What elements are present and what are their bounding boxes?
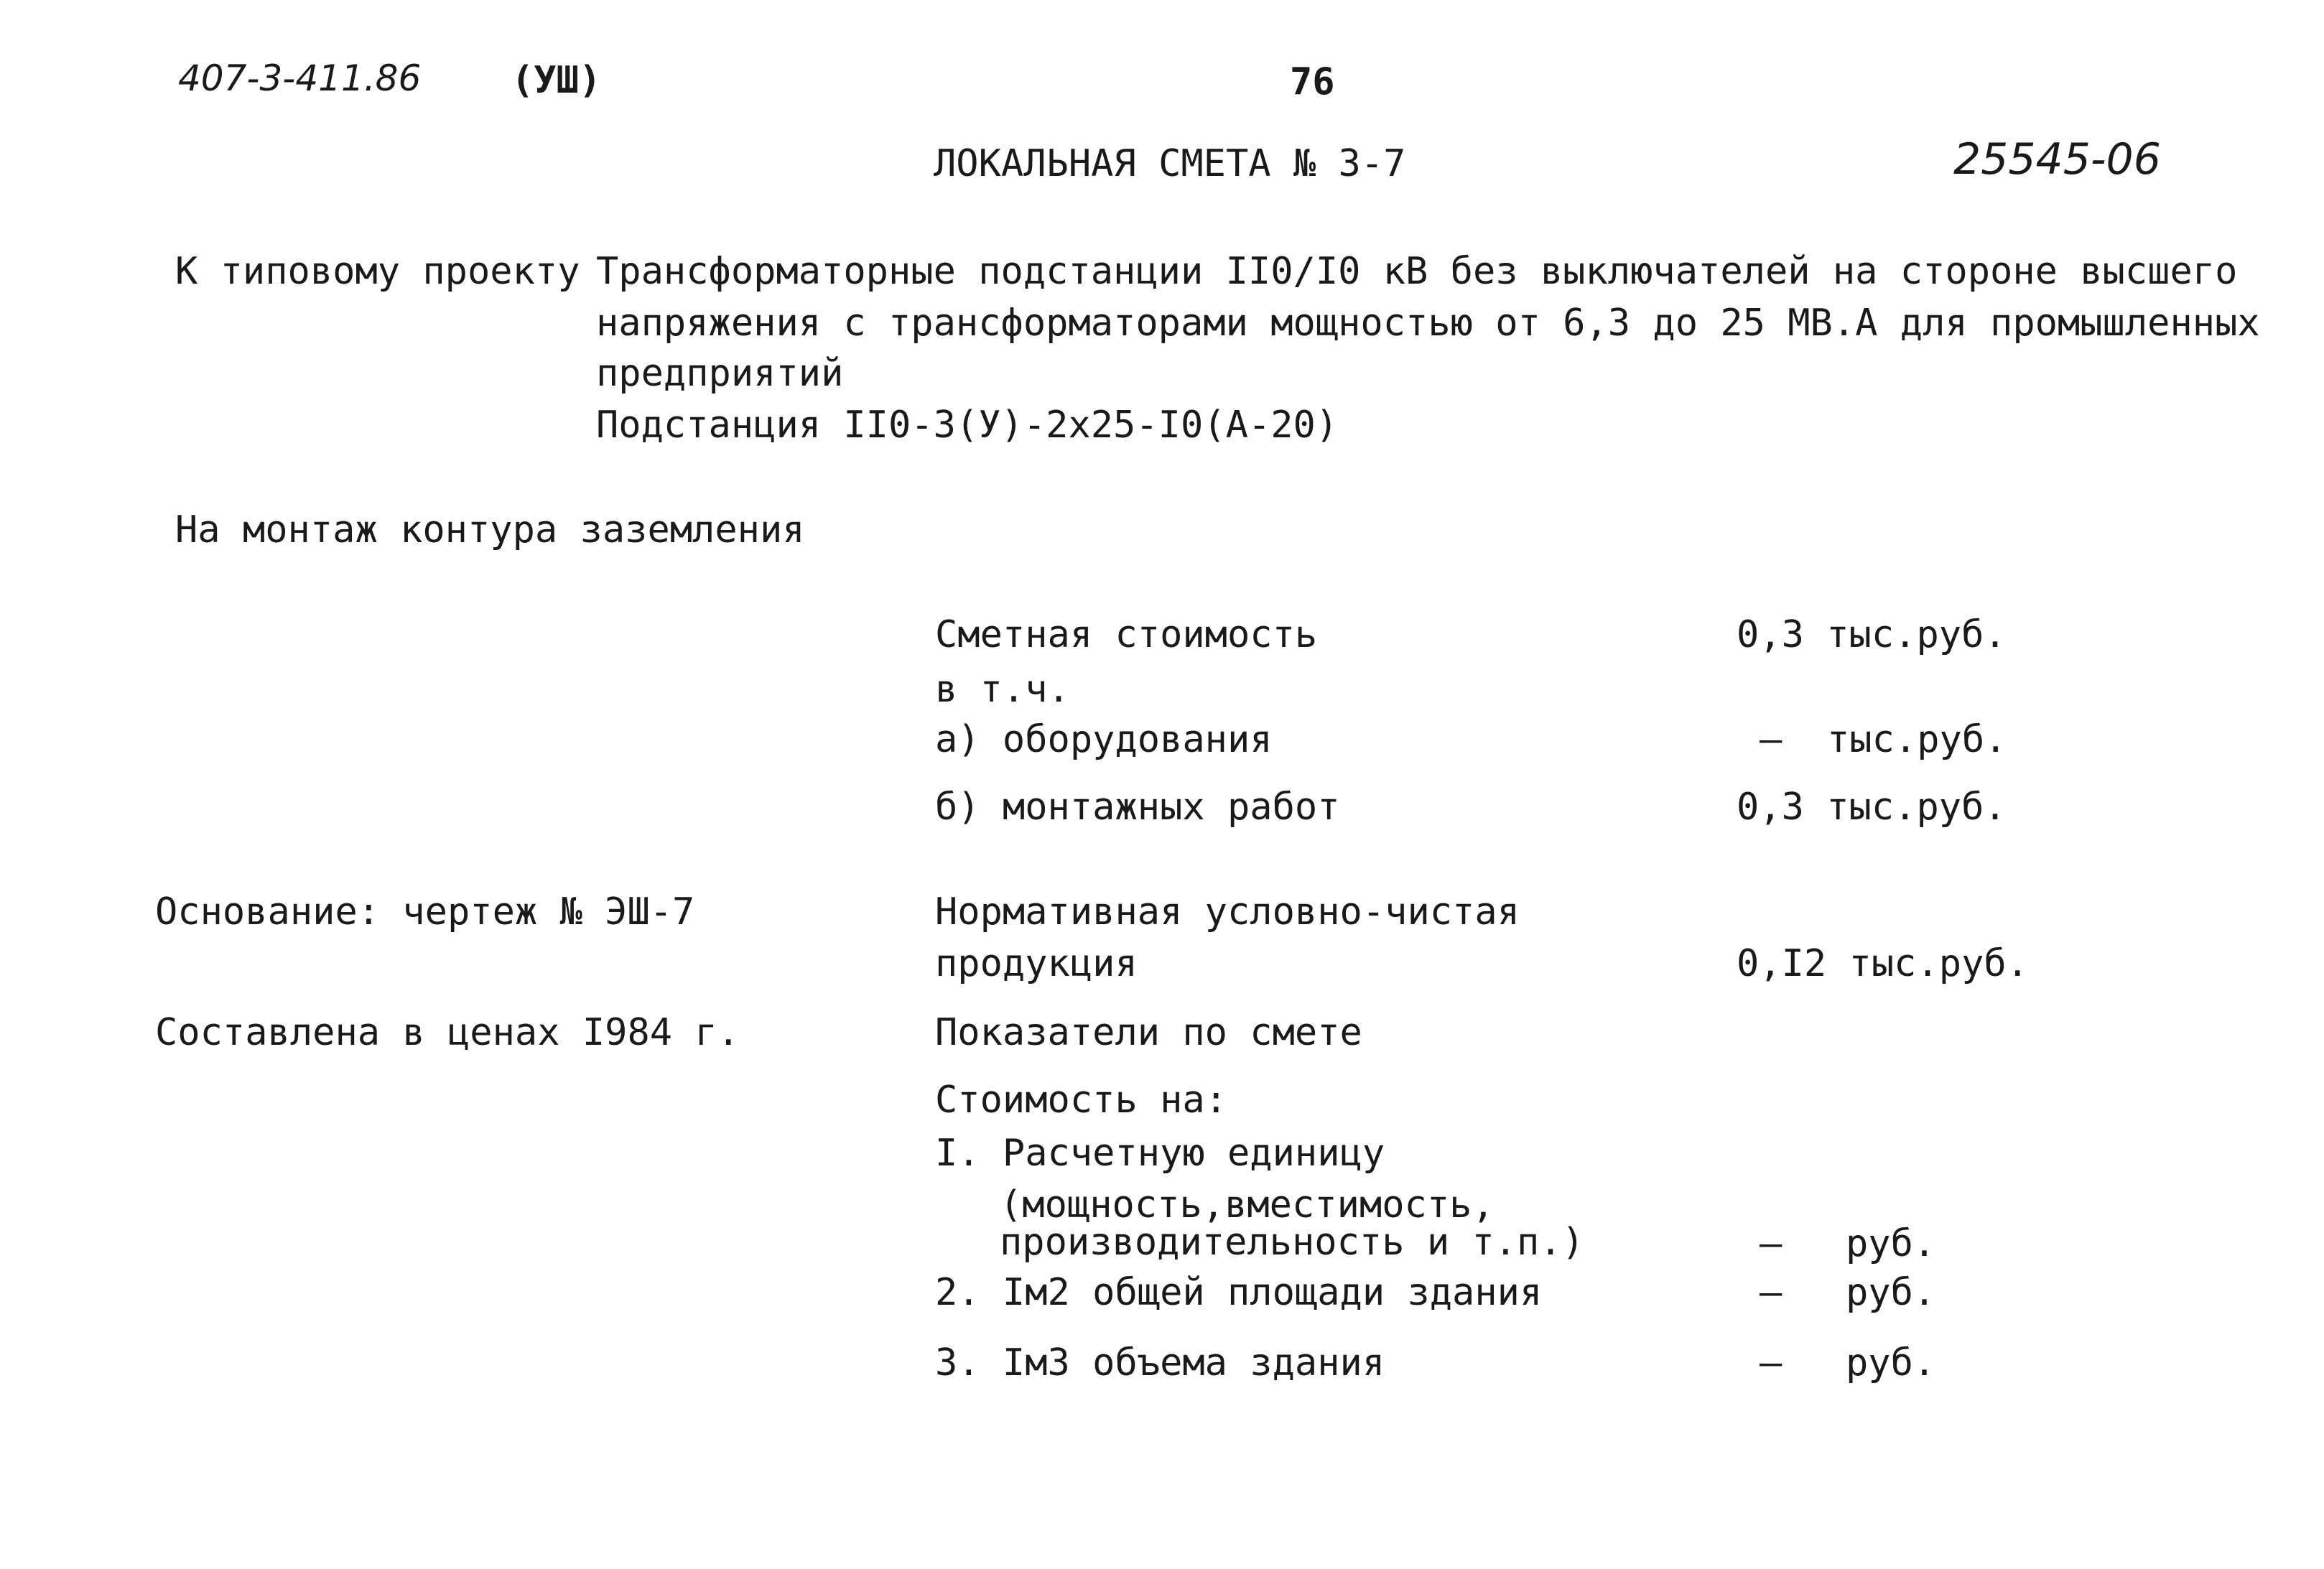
project-description-line: напряжения с трансформаторами мощностью от 6,3 до 25 МВ.А для промышленных	[596, 302, 2260, 345]
indicator-item-unit: руб.	[1846, 1271, 1936, 1314]
indicator-item-dash: –	[1760, 1341, 1782, 1384]
doc-code: 407-3-411.86	[178, 57, 422, 99]
estimated-cost-value: 0,3 тыс.руб.	[1737, 613, 2007, 656]
including-label: в т.ч.	[935, 668, 1070, 711]
indicator-item-dash: –	[1760, 1271, 1782, 1314]
indicator-item-unit: руб.	[1846, 1341, 1936, 1384]
net-product-value: 0,I2 тыс.руб.	[1737, 942, 2029, 985]
prices-year-text: Составлена в ценах I984 г.	[155, 1011, 740, 1054]
net-product-label: Нормативная условно-чистая	[935, 890, 1520, 934]
equipment-label: а) оборудования	[935, 718, 1273, 761]
equipment-dash: –	[1760, 718, 1782, 761]
cost-per-label: Стоимость на:	[935, 1079, 1227, 1122]
work-title: На монтаж контура заземления	[175, 508, 805, 551]
project-label: К типовому проекту	[175, 250, 580, 293]
project-description-line: предприятий	[596, 352, 844, 395]
indicators-title: Показатели по смете	[935, 1011, 1362, 1054]
page-number: 76	[1290, 60, 1335, 103]
indicator-item-label: 3. Iм3 объема здания	[935, 1341, 1385, 1384]
indicator-item-note: производительность и т.п.)	[1000, 1221, 1584, 1264]
basis-text: Основание: чертеж № ЭШ-7	[155, 890, 695, 934]
estimated-cost-label: Сметная стоимость	[935, 613, 1318, 656]
indicator-item-label: 2. Iм2 общей площади здания	[935, 1271, 1543, 1314]
indicator-item-note: (мощность,вместимость,	[1000, 1183, 1495, 1226]
section-number: (УШ)	[511, 59, 602, 102]
project-description-line: Трансформаторные подстанции II0/I0 кВ без выключателей на стороне высшего	[596, 250, 2238, 293]
net-product-label: продукция	[935, 942, 1138, 985]
installation-value: 0,3 тыс.руб.	[1737, 786, 2007, 829]
indicator-item-label: I. Расчетную единицу	[935, 1132, 1385, 1175]
substation-name: Подстанция II0-3(У)-2х25-I0(А-20)	[596, 404, 1339, 447]
page-title: ЛОКАЛЬНАЯ СМЕТА № 3-7	[934, 142, 1406, 185]
installation-label: б) монтажных работ	[935, 786, 1340, 829]
indicator-item-dash: –	[1760, 1222, 1782, 1265]
equipment-unit: тыс.руб.	[1827, 718, 2007, 761]
stamp-number: 25545-06	[1953, 134, 2161, 185]
indicator-item-unit: руб.	[1846, 1222, 1936, 1265]
